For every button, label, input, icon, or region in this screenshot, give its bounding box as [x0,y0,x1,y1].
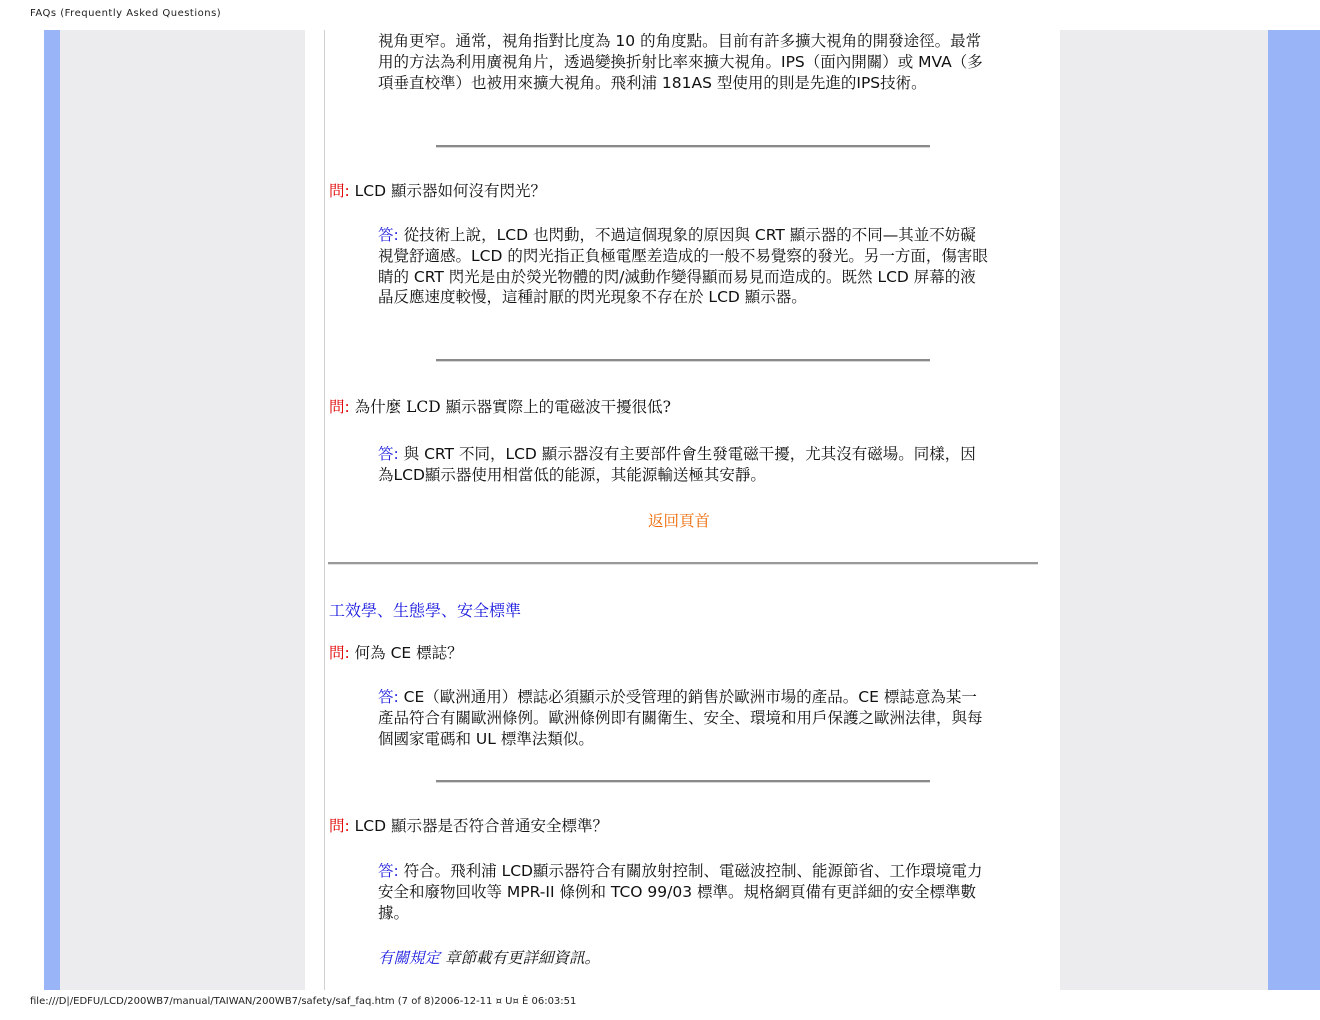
answer-ce [378,687,990,749]
answer-label: 答: [378,688,399,706]
section-title-ergonomics: 工效學、生態學、安全標準 [329,601,522,620]
answer-text: 與 CRT 不同，LCD 顯示器沒有主要部件會生發電磁干擾，尤其沒有磁場。同樣，因為LCD顯示器使用相當低的能源，其能源輸送極其安靜。 [378,445,976,484]
answer-text-viewing-angle: 視角更窄。通常，視角指對比度為 10 的角度點。目前有許多擴大視角的開發途徑。最常用的方法為利用廣視角片，透過變換折射比率來擴大視角。IPS（面內開關）或 MVA（多項垂直校準）也被用來擴大視角。飛利浦 181AS 型使用的則是先進的IPS技術。 [378,32,983,92]
question-emi [329,397,671,418]
question-label: 問: [329,182,350,200]
answer-text: CE（歐洲通用）標誌必須顯示於受管理的銷售於歐洲市場的產品。CE 標誌意為某一產品符合有關歐洲條例。歐洲條例即有關衛生、安全、環境和用戶保護之歐洲法律，與每個國家電碼和 UL 標準法類似。 [378,688,983,748]
question-flicker [329,181,546,202]
question-text: LCD 顯示器是否符合普通安全標準？ [349,817,608,835]
divider [436,145,930,148]
answer-safety [378,861,990,923]
regulatory-note [378,946,600,968]
right-gray-margin [1060,30,1268,990]
print-header: FAQs (Frequently Asked Questions) [30,8,222,19]
left-blue-border [44,30,60,990]
section-divider [328,562,1038,565]
question-text: LCD 顯示器如何沒有閃光？ [349,182,546,200]
content-left-border [324,30,325,990]
question-ce [329,643,463,664]
question-text: 何為 CE 標誌？ [349,644,463,662]
divider [436,359,930,362]
answer-text: 符合。飛利浦 LCD顯示器符合有關放射控制、電磁波控制、能源節省、工作環境電力安全和廢物回收等 MPR-II 條例和 TCO 99/03 標準。規格網頁備有更詳細的安全標準數據。 [378,862,983,922]
regulatory-info-link[interactable]: 有關規定 [378,949,441,967]
answer-flicker [378,225,990,308]
answer-label: 答: [378,226,399,244]
divider [436,780,930,783]
answer-text: 從技術上說，LCD 也閃動，不過這個現象的原因與 CRT 顯示器的不同—其並不妨礙視覺舒適感。LCD 的閃光指正負極電壓差造成的一般不易覺察的發光。另一方面，傷害眼睛的 CRT 閃光是由於熒光物體的閃/滅動作變得顯而易見而造成的。既然 LCD 屏幕的液晶反應速度較慢，這種討厭的閃光現象不存在於 LCD 顯示器。 [378,226,988,307]
regulatory-note-text: 章節載有更詳細資訊。 [440,949,600,967]
answer-label: 答: [378,445,399,463]
question-text: 為什麼 LCD 顯示器實際上的電磁波干擾很低? [349,398,671,416]
answer-label: 答: [378,862,399,880]
question-safety [329,816,608,837]
question-label: 問: [329,398,350,416]
print-footer: file:///D|/EDFU/LCD/200WB7/manual/TAIWAN/200WB7/safety/saf_faq.htm (7 of 8)2006-12-11 ¤ U¤ È 06:03:51 [30,996,577,1007]
question-label: 問: [329,817,350,835]
question-label: 問: [329,644,350,662]
answer-emi [378,444,990,486]
back-to-top-link[interactable]: 返回頁首 [648,512,711,530]
left-gray-margin [60,30,305,990]
right-blue-border [1268,30,1320,990]
